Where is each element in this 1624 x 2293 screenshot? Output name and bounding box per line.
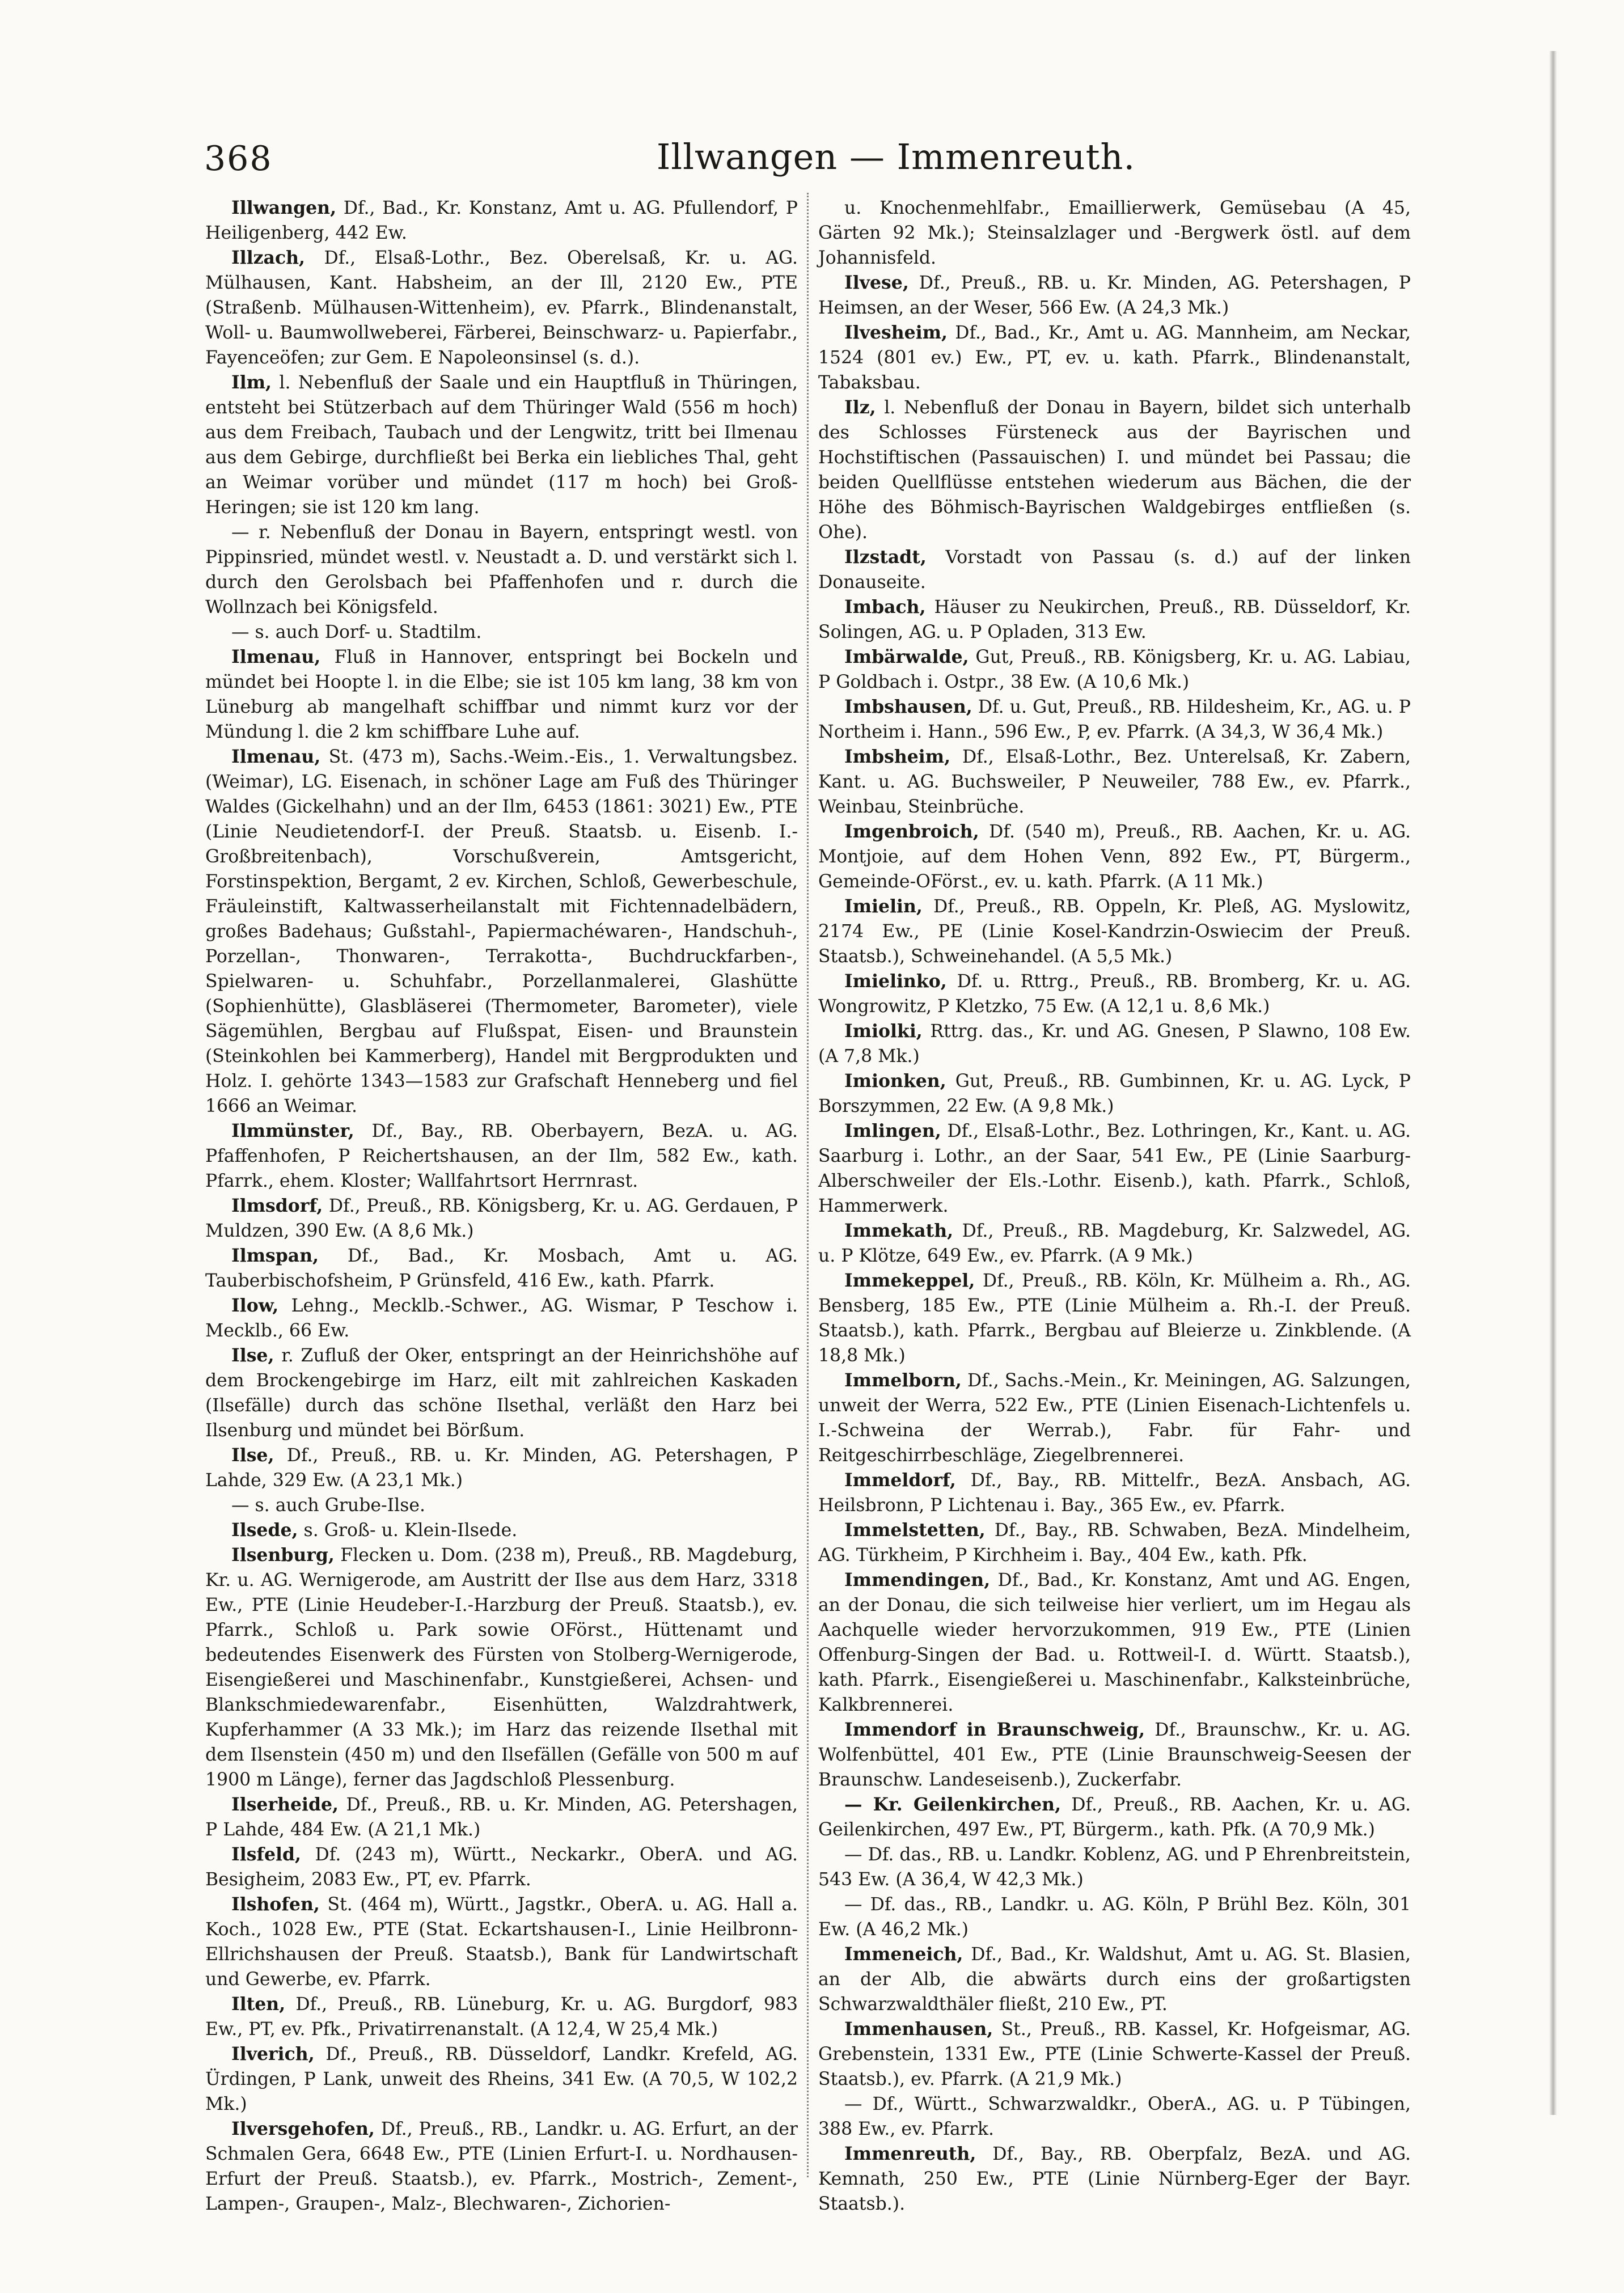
entry-headword: Ilm, [231,372,272,393]
dictionary-entry [818,1219,1411,1268]
entry-text: Df., Bad., Kr. Mosbach, Amt u. AG. Tauberbischofsheim, P Grünsfeld, 416 Ew., kath. Pfarrk. [205,1246,798,1291]
dictionary-entry [205,1842,798,1892]
entry-text: Df. (540 m), Preuß., RB. Aachen, Kr. u. AG. Montjoie, auf dem Hohen Venn, 892 Ew., PT, Bürgerm., Gemeinde-OFörst., ev. u. kath. Pfarrk. (A 11 Mk.) [818,822,1411,892]
entry-text: Lehng., Mecklb.-Schwer., AG. Wismar, P Teschow i. Mecklb., 66 Ew. [205,1296,798,1341]
entry-text: Df., Preuß., RB. Köln, Kr. Mülheim a. Rh., AG. Bensberg, 185 Ew., PTE (Linie Mülheim a. Rh.-I. der Preuß. Staatsb.), kath. Pfarrk., Bergbau auf Bleierze u. Zinkblende. (A 18,8 Mk.) [818,1271,1411,1366]
entry-text: Df., Bay., RB. Schwaben, BezA. Mindelheim, AG. Türkheim, P Kirchheim i. Bay., 404 Ew., kath. Pfk. [818,1520,1411,1566]
dictionary-entry [205,1518,798,1543]
dictionary-entry [205,744,798,1119]
entry-headword: — Kr. Geilenkirchen, [844,1794,1061,1815]
entry-headword: Immelborn, [844,1370,962,1391]
dictionary-entry [818,2142,1411,2216]
entry-headword: Immekeppel, [844,1270,975,1291]
dictionary-entry [205,1243,798,1293]
dictionary-entry [818,819,1411,894]
entry-text: Df., Bad., Kr., Amt u. AG. Mannheim, am Neckar, 1524 (801 ev.) Ew., PT, ev. u. kath. Pfarrk., Blindenanstalt, Tabaksbau. [818,323,1411,393]
entry-text: Df., Bay., RB. Oberpfalz, BezA. und AG. Kemnath, 250 Ew., PTE (Linie Nürnberg-Eger der Bayr. Staatsb.). [818,2144,1411,2214]
dictionary-entry [818,645,1411,695]
dictionary-entry [818,1842,1411,1892]
entry-text: Df., Braunschw., Kr. u. AG. Wolfenbüttel, 401 Ew., PTE (Linie Braunschweig-Seesen der Braunschw. Landeseisenb.), Zuckerfabr. [818,1720,1411,1790]
entry-headword: Illwangen, [231,197,337,218]
entry-headword: Imgenbroich, [844,821,979,842]
dictionary-entry [205,1343,798,1443]
dictionary-entry [818,1019,1411,1069]
dictionary-entry [818,744,1411,819]
entry-headword: Imielin, [844,896,923,917]
entry-text: Df., Elsaß-Lothr., Bez. Lothringen, Kr., Kant. u. AG. Saarburg i. Lothr., an der Saar, 541 Ew., PE (Linie Saarburg-Alberschweiler der Els.-Lothr. Eisenb.), kath. Pfarrk., Schloß, Hammerwerk. [818,1121,1411,1216]
entry-headword: Imionken, [844,1071,946,1091]
entry-headword: Immendorf in Braunschweig, [844,1719,1145,1740]
entry-text: Df., Preuß., RB. Königsberg, Kr. u. AG. Gerdauen, P Muldzen, 390 Ew. (A 8,6 Mk.) [205,1196,798,1241]
entry-text: St., Preuß., RB. Kassel, Kr. Hofgeismar, AG. Grebenstein, 1331 Ew., PTE (Linie Schwerte-Kassel der Preuß. Staatsb.), ev. Pfarrk. (A 21,9 Mk.) [818,2019,1411,2089]
entry-headword: Ilsede, [231,1520,298,1541]
entry-headword: Immekath, [844,1220,954,1241]
entry-text: Df., Elsaß-Lothr., Bez. Oberelsaß, Kr. u. AG. Mülhausen, Kant. Habsheim, an der Ill, 2120 Ew., PTE (Straßenb. Mülhausen-Wittenheim), ev. Pfarrk., Blindenanstalt, Woll- u. Baumwollweberei, Färberei, Beinschwarz- u. Papierfabr., Fayenceöfen; zur Gem. E Napoleonsinsel (s. d.). [205,248,798,368]
entry-text: Häuser zu Neukirchen, Preuß., RB. Düsseldorf, Kr. Solingen, AG. u. P Opladen, 313 Ew. [818,597,1411,642]
entry-text: Df., Preuß., RB. Aachen, Kr. u. AG. Geilenkirchen, 497 Ew., PT, Bürgerm., kath. Pfk. (A 70,9 Mk.) [818,1795,1411,1840]
entry-headword: Imbärwalde, [844,646,969,667]
dictionary-entry [818,1268,1411,1368]
entry-headword: Ilzstadt, [844,547,927,568]
entry-headword: Ilse, [231,1345,274,1366]
dictionary-entry [818,1069,1411,1119]
entry-text: Df., Preuß., RB. u. Kr. Minden, AG. Petershagen, P Lahde, 329 Ew. (A 23,1 Mk.) [205,1445,798,1491]
entry-headword: Ilsenburg, [231,1545,335,1566]
entry-headword: Illzach, [231,247,306,268]
dictionary-entry [818,395,1411,545]
entry-text: l. Nebenfluß der Saale und ein Hauptfluß in Thüringen, entsteht bei Stützerbach auf dem Thüringer Wald (556 m hoch) aus dem Freibach, Taubach und der Lengwitz, tritt bei Ilmenau aus dem Gebirge, durchfließt bei Berka ein liebliches Thal, geht an Weimar vorüber und mündet (117 m hoch) bei Groß-Heringen; sie ist 120 km lang. [205,373,798,518]
entry-headword: Ilmmünster, [231,1120,354,1141]
entry-text: Fluß in Hannover, entspringt bei Bockeln und mündet bei Hoopte l. in die Elbe; sie ist 105 km lang, 38 km von Lüneburg ab mangelhaft schiffbar und nimmt kurz vor der Mündung l. die 2 km schiffbare Luhe auf. [205,647,798,742]
entry-headword: Ilse, [231,1445,274,1466]
dictionary-entry [205,1119,798,1194]
entry-headword: Ilmsdorf, [231,1195,323,1216]
entry-text: Df., Bad., Kr. Konstanz, Amt u. AG. Pfullendorf, P Heiligenberg, 442 Ew. [205,198,798,243]
dictionary-entry [818,320,1411,395]
dictionary-entry [205,620,798,645]
entry-headword: Ilshofen, [231,1894,320,1915]
entry-headword: Ilserheide, [231,1794,339,1815]
entry-headword: Ilmenau, [231,646,321,667]
entry-headword: Imbsheim, [844,746,951,767]
dictionary-entry [205,1194,798,1243]
dictionary-entry [818,1568,1411,1717]
entry-text: Df., Preuß., RB. Lüneburg, Kr. u. AG. Burgdorf, 983 Ew., PT, ev. Pfk., Privatirrenanstalt. (A 12,4, W 25,4 Mk.) [205,1994,798,2040]
entry-text: Df., Bay., RB. Oberbayern, BezA. u. AG. Pfaffenhofen, P Reichertshausen, an der Ilm, 582 Ew., kath. Pfarrk., ehem. Kloster; Wallfahrtsort Herrnrast. [205,1121,798,1191]
dictionary-entry [818,595,1411,645]
entry-text: Df., Preuß., RB. u. Kr. Minden, AG. Petershagen, P Lahde, 484 Ew. (A 21,1 Mk.) [205,1795,798,1840]
entry-text: Df., Elsaß-Lothr., Bez. Unterelsaß, Kr. Zabern, Kant. u. AG. Buchsweiler, P Neuweiler, 788 Ew., ev. Pfarrk., Weinbau, Steinbrüche. [818,747,1411,817]
dictionary-entry [818,1518,1411,1568]
dictionary-entry [205,1792,798,1842]
dictionary-entry [205,520,798,620]
column-left [205,196,798,2216]
dictionary-entry [818,270,1411,320]
dictionary-entry [205,196,798,246]
entry-text: — Df., Württ., Schwarzwaldkr., OberA., AG. u. P Tübingen, 388 Ew., ev. Pfarrk. [818,2094,1411,2139]
entry-text: — s. auch Dorf- u. Stadtilm. [231,622,482,642]
entry-text: Vorstadt von Passau (s. d.) auf der linken Donauseite. [818,547,1411,593]
entry-text: r. Zufluß der Oker, entspringt an der Heinrichshöhe auf dem Brockengebirge im Harz, eilt mit zahlreichen Kaskaden (Ilsefälle) durch das schöne Ilsethal, verläßt den Harz bei Ilsenburg und mündet bei Börßum. [205,1346,798,1441]
entry-text: — Df. das., RB. u. Landkr. Koblenz, AG. und P Ehrenbreitstein, 543 Ew. (A 36,4, W 42,3 Mk.) [818,1844,1411,1890]
dictionary-entry [818,894,1411,969]
entry-text: Df., Preuß., RB. Oppeln, Kr. Pleß, AG. Myslowitz, 2174 Ew., PE (Linie Kosel-Kandrzin-Oswiecim der Preuß. Staatsb.), Schweinehandel. (A 5,5 Mk.) [818,896,1411,967]
entry-text: Df., Preuß., RB., Landkr. u. AG. Erfurt, an der Schmalen Gera, 6648 Ew., PTE (Linien Erfurt-I. u. Nordhausen-Erfurt der Preuß. Staatsb.), ev. Pfarrk., Mostrich-, Zement-, Lampen-, Graupen-, Malz-, Blechwaren-, Zichorien- [205,2119,798,2214]
entry-text: Df., Preuß., RB. Magdeburg, Kr. Salzwedel, AG. u. P Klötze, 649 Ew., ev. Pfarrk. (A 9 Mk.) [818,1221,1411,1266]
entry-text: Df. u. Gut, Preuß., RB. Hildesheim, Kr., AG. u. P Northeim i. Hann., 596 Ew., P, ev. Pfarrk. (A 34,3, W 36,4 Mk.) [818,697,1411,742]
dictionary-entry [818,2092,1411,2142]
column-divider [807,193,809,2177]
dictionary-entry [818,1792,1411,1842]
dictionary-entry [818,1942,1411,2017]
entry-headword: Ilvese, [844,272,909,293]
column-right [818,196,1411,2216]
dictionary-entry [205,1543,798,1792]
dictionary-entry [205,1293,798,1343]
entry-headword: Imielinko, [844,971,947,992]
entry-text: l. Nebenfluß der Donau in Bayern, bildet sich unterhalb des Schlosses Fürsteneck aus der Bayrischen und Hochstiftischen (Passauischen) I. und mündet bei Passau; die beiden Quellflüsse entstehen wiederum aus Bächen, die der Höhe des Böhmisch-Bayrischen Waldgebirges entfließen (s. Ohe). [818,397,1411,543]
dictionary-entry [818,545,1411,595]
entry-headword: Ilmenau, [231,746,321,767]
entry-text: Df., Preuß., RB. u. Kr. Minden, AG. Petershagen, P Heimsen, an der Weser, 566 Ew. (A 24,3 Mk.) [818,273,1411,318]
entry-text: Flecken u. Dom. (238 m), Preuß., RB. Magdeburg, Kr. u. AG. Wernigerode, am Austritt der Ilse aus dem Harz, 3318 Ew., PTE (Linie Heudeber-I.-Harzburg der Preuß. Staatsb.), ev. Pfarrk., Schloß u. Park sowie OFörst., Hüttenamt und bedeutendes Eisenwerk des Fürsten von Stolberg-Wernigerode, Eisengießerei und Maschinenfabr., Kunstgießerei, Achsen- und Blankschmiedewarenfabr., Eisenhütten, Walzdrahtwerk, Kupferhammer (A 33 Mk.); im Harz das reizende Ilsethal mit dem Ilsenstein (450 m) und den Ilsefällen (Gefälle von 500 m auf 1900 m Länge), ferner das Jagdschloß Plessenburg. [205,1545,798,1790]
entry-headword: Imlingen, [844,1120,941,1141]
entry-headword: Immenhausen, [844,2019,993,2040]
dictionary-entry [818,1468,1411,1518]
entry-text: Df. (243 m), Württ., Neckarkr., OberA. und AG. Besigheim, 2083 Ew., PT, ev. Pfarrk. [205,1844,798,1890]
entry-text: — s. auch Grube-Ilse. [231,1495,426,1516]
page-edge-shadow [1549,51,1557,2115]
entry-text: Rttrg. das., Kr. und AG. Gnesen, P Slawno, 108 Ew. (A 7,8 Mk.) [818,1021,1411,1067]
entry-text: Df., Bay., RB. Mittelfr., BezA. Ansbach, AG. Heilsbronn, P Lichtenau i. Bay., 365 Ew., ev. Pfarrk. [818,1470,1411,1516]
entry-headword: Ilsfeld, [231,1844,301,1865]
entry-headword: Imbach, [844,596,926,617]
dictionary-entry [818,1892,1411,1942]
dictionary-entry [818,1368,1411,1468]
running-head: Illwangen — Immenreuth. [656,136,1136,177]
entry-text: St. (473 m), Sachs.-Weim.-Eis., 1. Verwaltungsbez. (Weimar), LG. Eisenach, in schöner Lage am Fuß des Thüringer Waldes (Gickelhahn) und an der Ilm, 6453 (1861: 3021) Ew., PTE (Linie Neudietendorf-I. der Preuß. Staatsb. u. Eisenb. I.-Großbreitenbach), Vorschußverein, Amtsgericht, Forstinspektion, Bergamt, 2 ev. Kirchen, Schloß, Gewerbeschule, Fräuleinstift, Kaltwasserheilanstalt mit Fichtennadelbädern, großes Badehaus; Gußstahl-, Papiermachéwaren-, Handschuh-, Porzellan-, Thonwaren-, Terrakotta-, Buchdruckfarben-, Spielwaren- u. Schuhfabr., Porzellanmalerei, Glashütte (Sophienhütte), Glasbläserei (Thermometer, Barometer), viele Sägemühlen, Bergbau auf Flußspat, Eisen- und Braunstein (Steinkohlen bei Kammerberg), Handel mit Bergprodukten und Holz. I. gehörte 1343—1583 zur Grafschaft Henneberg und fiel 1666 an Weimar. [205,747,798,1116]
entry-text: s. Groß- u. Klein-Ilsede. [298,1520,518,1541]
entry-text: — Df. das., RB., Landkr. u. AG. Köln, P Brühl Bez. Köln, 301 Ew. (A 46,2 Mk.) [818,1894,1411,1940]
entry-headword: Ilmspan, [231,1245,319,1266]
entry-text: u. Knochenmehlfabr., Emaillierwerk, Gemüsebau (A 45, Gärten 92 Mk.); Steinsalzlager und -Bergwerk östl. auf dem Johannisfeld. [818,198,1411,268]
entry-headword: Ilow, [231,1295,279,1316]
entry-headword: Imbshausen, [844,696,972,717]
page-number: 368 [204,139,273,179]
entry-headword: Immenreuth, [844,2143,976,2164]
entry-text: Gut, Preuß., RB. Königsberg, Kr. u. AG. Labiau, P Goldbach i. Ostpr., 38 Ew. (A 10,6 Mk.) [818,647,1411,692]
dictionary-entry [205,2042,798,2117]
entry-headword: Ilz, [844,397,876,418]
entry-headword: Imiolki, [844,1021,923,1042]
entry-headword: Ilvesheim, [844,322,948,343]
entry-text: Gut, Preuß., RB. Gumbinnen, Kr. u. AG. Lyck, P Borszymmen, 22 Ew. (A 9,8 Mk.) [818,1071,1411,1116]
dictionary-entry [205,2117,798,2216]
dictionary-entry [818,1119,1411,1219]
dictionary-entry [205,1892,798,1992]
entry-text: Df., Bad., Kr. Konstanz, Amt und AG. Engen, an der Donau, die sich teilweise hier verliert, um im Hegau als Aachquelle wieder hervorzukommen, 919 Ew., PTE (Linien Offenburg-Singen der Bad. u. Rottweil-I. d. Württ. Staatsb.), kath. Pfarrk., Eisengießerei u. Maschinenfabr., Kalksteinbrüche, Kalkbrennerei. [818,1570,1411,1715]
dictionary-entry [205,1992,798,2042]
entry-headword: Ilten, [231,1994,286,2015]
dictionary-entry [205,246,798,370]
dictionary-entry [818,695,1411,744]
dictionary-entry [818,1717,1411,1792]
dictionary-entry [205,645,798,744]
entry-text: Df., Bad., Kr. Waldshut, Amt u. AG. St. Blasien, an der Alb, die abwärts durch eins der großartigsten Schwarzwaldthäler fließt, 210 Ew., PT. [818,1944,1411,2015]
entry-text: — r. Nebenfluß der Donau in Bayern, entspringt westl. von Pippinsried, mündet westl. v. Neustadt a. D. und verstärkt sich l. durch den Gerolsbach bei Pfaffenhofen und r. durch die Wollnzach bei Königsfeld. [205,522,798,617]
entry-headword: Immeldorf, [844,1470,956,1491]
entry-headword: Immendingen, [844,1569,991,1590]
dictionary-entry [205,370,798,520]
entry-text: Df., Preuß., RB. Düsseldorf, Landkr. Krefeld, AG. Ürdingen, P Lank, unweit des Rheins, 341 Ew. (A 70,5, W 102,2 Mk.) [205,2044,798,2114]
entry-headword: Immelstetten, [844,1520,986,1541]
dictionary-entry [818,196,1411,270]
entry-headword: Ilversgehofen, [231,2118,375,2139]
dictionary-entry [205,1493,798,1518]
entry-text: St. (464 m), Württ., Jagstkr., OberA. u. AG. Hall a. Koch., 1028 Ew., PTE (Stat. Eckartshausen-I., Linie Heilbronn-Ellrichshausen der Preuß. Staatsb.), Bank für Landwirtschaft und Gewerbe, ev. Pfarrk. [205,1894,798,1990]
dictionary-entry [818,969,1411,1019]
entry-headword: Ilverich, [231,2044,315,2064]
dictionary-entry [818,2017,1411,2092]
entry-text: Df. u. Rttrg., Preuß., RB. Bromberg, Kr. u. AG. Wongrowitz, P Kletzko, 75 Ew. (A 12,1 u. 8,6 Mk.) [818,971,1411,1017]
entry-headword: Immeneich, [844,1944,963,1965]
entry-text: Df., Sachs.-Mein., Kr. Meiningen, AG. Salzungen, unweit der Werra, 522 Ew., PTE (Linien Eisenach-Lichtenfels u. I.-Schweina der Werrab.), Fabr. für Fahr- und Reitgeschirrbeschläge, Ziegelbrennerei. [818,1370,1411,1466]
dictionary-entry [205,1443,798,1493]
